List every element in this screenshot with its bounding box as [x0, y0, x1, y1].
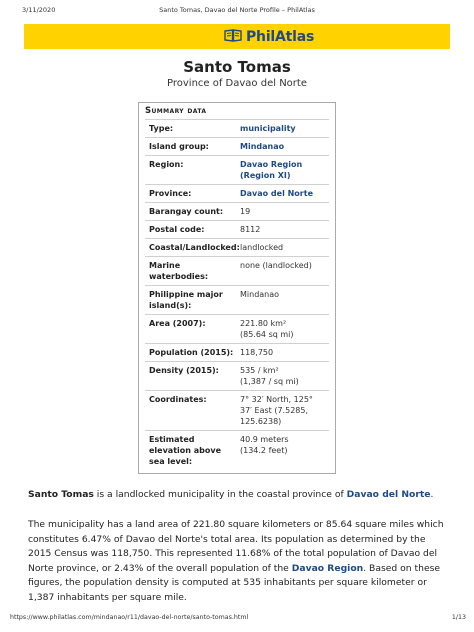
- summary-row-label: Postal code:: [149, 225, 205, 234]
- summary-value-line: Mindanao: [240, 142, 285, 151]
- summary-row-value: [236, 391, 329, 430]
- page-url: https://www.philatlas.com/mindanao/r11/davao-del-norte/santo-tomas.html: [10, 614, 249, 621]
- summary-row-label: Coordinates:: [149, 395, 207, 404]
- area-text: The municipality has a land area of 221.80 square kilometers or 85.64 square miles which constitutes 6.47% of Davao del Norte's total area. Its population as determined by the 2015 Census was 118,750. This represented 11.68% of the total population of Davao del Norte province, or 2.43% of the overall population of the: [28, 519, 444, 574]
- page-title: Santo Tomas: [183, 58, 291, 76]
- summary-row-link[interactable]: [236, 156, 329, 184]
- summary-value-line: Davao del Norte: [240, 189, 313, 198]
- summary-value-line: 7° 32′ North, 125° 37′ East (7.5285, 125.6238): [240, 395, 313, 426]
- brand-bar: [24, 24, 450, 49]
- summary-row-value: [236, 203, 329, 220]
- summary-row-link[interactable]: [236, 185, 329, 202]
- summary-row: [145, 238, 329, 256]
- area-population-paragraph: [28, 518, 446, 605]
- summary-table: [145, 119, 329, 470]
- summary-value-line: municipality: [240, 124, 296, 133]
- summary-row: [145, 202, 329, 220]
- summary-row: [145, 155, 329, 184]
- summary-row-label: Island group:: [149, 142, 209, 151]
- summary-value-secondary: (1,387 / sq mi): [240, 377, 299, 386]
- province-link[interactable]: Davao del Norte: [346, 489, 431, 500]
- summary-row-value: [236, 221, 329, 238]
- summary-value-line: 40.9 meters: [240, 435, 289, 444]
- print-footer: [0, 614, 474, 624]
- intro-text: is a landlocked municipality in the coastal province of: [93, 489, 347, 500]
- summary-row-label: Area (2007):: [149, 319, 206, 328]
- intro-paragraph: [28, 488, 446, 503]
- brand-name: PhilAtlas: [246, 28, 315, 45]
- summary-row-value: [236, 315, 329, 343]
- summary-row: [145, 314, 329, 343]
- summary-value-line: landlocked: [240, 243, 284, 252]
- print-document-title: Santo Tomas, Davao del Norte Profile – PhilAtlas: [159, 6, 315, 14]
- summary-value-line: 535 / km²: [240, 366, 279, 375]
- summary-row-link[interactable]: [236, 138, 329, 155]
- municipality-name: Santo Tomas: [28, 489, 94, 500]
- summary-value-line: 19: [240, 207, 251, 216]
- print-header: [0, 6, 474, 18]
- summary-row: [145, 361, 329, 390]
- summary-row-label: Philippine major island(s):: [149, 290, 223, 310]
- summary-row-label: Type:: [149, 124, 174, 133]
- summary-row: [145, 184, 329, 202]
- open-book-icon: [224, 27, 242, 46]
- summary-row-label: Density (2015):: [149, 366, 219, 375]
- summary-row-value: [236, 286, 329, 314]
- summary-row: [145, 137, 329, 155]
- summary-data-box: [138, 102, 336, 474]
- summary-row-label: Marine waterbodies:: [149, 261, 209, 281]
- density-text: . Based on these figures, the population density is computed at 535 inhabitants per square kilometer or 1,387 inhabitants per square mile.: [28, 562, 441, 603]
- summary-value-line: 118,750: [240, 348, 274, 357]
- summary-row-label: Province:: [149, 189, 192, 198]
- summary-row-value: [236, 362, 329, 390]
- summary-row: [145, 430, 329, 470]
- page-number: 1/13: [451, 614, 466, 621]
- summary-row: [145, 343, 329, 361]
- region-link[interactable]: Davao Region: [291, 562, 364, 574]
- summary-row-label: Estimated elevation above sea level:: [149, 435, 222, 466]
- summary-row: [145, 256, 329, 285]
- summary-value-secondary: (85.64 sq mi): [240, 330, 294, 339]
- summary-heading: Summary data: [145, 106, 207, 116]
- summary-row-label: Barangay count:: [149, 207, 224, 216]
- summary-value-line: Mindanao: [240, 290, 280, 299]
- summary-value-line: Davao Region (Region XI): [240, 160, 303, 180]
- summary-row-label: Population (2015):: [149, 348, 234, 357]
- summary-row-label: Region:: [149, 160, 184, 169]
- site-logo-link[interactable]: [224, 28, 314, 45]
- summary-row-value: [236, 344, 329, 361]
- summary-row-label: Coastal/Landlocked:: [149, 243, 240, 252]
- summary-row: [145, 390, 329, 430]
- summary-row: [145, 220, 329, 238]
- summary-value-secondary: (134.2 feet): [240, 446, 288, 455]
- summary-row-value: [236, 431, 329, 470]
- summary-value-line: 221.80 km²: [240, 319, 287, 328]
- print-date: 3/11/2020: [22, 6, 56, 14]
- summary-row-value: [236, 257, 329, 285]
- summary-row-link[interactable]: [236, 120, 329, 137]
- intro-end: .: [430, 489, 434, 500]
- page-subtitle: Province of Davao del Norte: [167, 78, 307, 89]
- summary-value-line: 8112: [240, 225, 261, 234]
- summary-row-value: [236, 239, 329, 256]
- summary-value-line: none (landlocked): [240, 261, 312, 270]
- summary-row: [145, 285, 329, 314]
- summary-row: [145, 119, 329, 137]
